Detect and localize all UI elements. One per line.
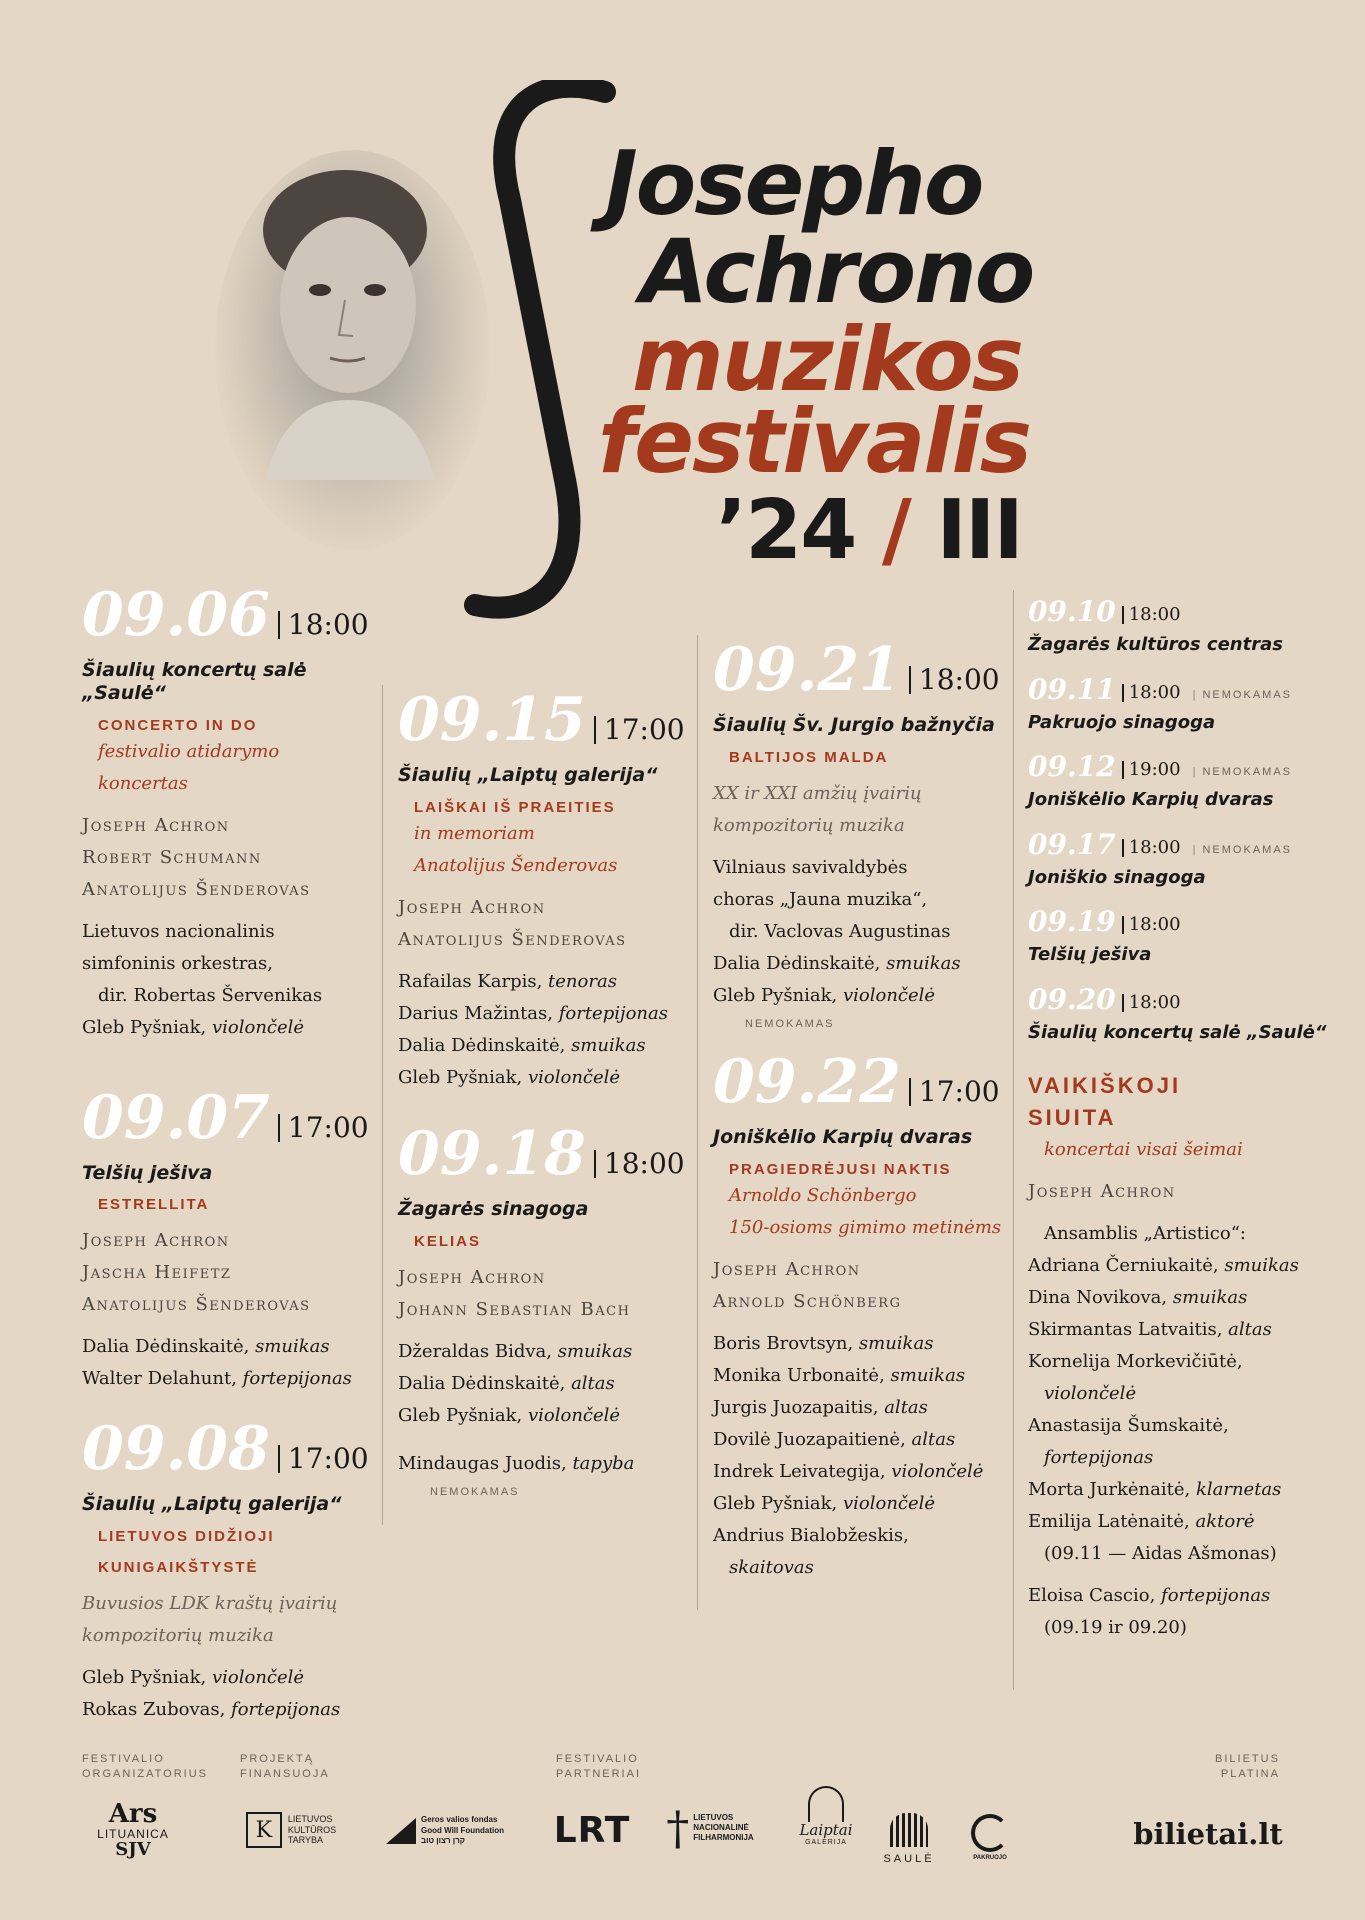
event-list-item — [1028, 827, 1338, 889]
event-program: KELIAS — [414, 1232, 482, 1250]
performer: Boris Brovtsyn, smuikas — [713, 1332, 934, 1354]
performer-note: (09.19 ir 09.20) — [1044, 1616, 1187, 1638]
event-date: 09.19 — [1028, 905, 1116, 939]
event-time: 18:00 — [278, 611, 369, 639]
performer: Lietuvos nacionalinis — [82, 920, 275, 942]
performer: Eloisa Cascio, fortepijonas — [1028, 1584, 1271, 1606]
performer: Emilija Latėnaitė, aktorė — [1028, 1510, 1255, 1532]
composer: Joseph Achron — [82, 1230, 230, 1252]
pakruojo-icon — [971, 1814, 1009, 1852]
title-line-2: Achrono — [640, 220, 1034, 323]
performer: Rafailas Karpis, tenoras — [398, 970, 617, 992]
performer: Dalia Dėdinskaitė, smuikas — [713, 952, 961, 974]
free-entry-label: | NEMOKAMAS — [1193, 689, 1292, 701]
performer: Dina Novikova, smuikas — [1028, 1286, 1248, 1308]
composer: Joseph Achron — [398, 896, 546, 918]
event-date: 09.07 — [82, 1082, 270, 1153]
event-venue: Šiaulių „Laiptų galerija“ — [82, 1493, 342, 1516]
organizer-tag: FESTIVALIO ORGANIZATORIUS — [82, 1753, 208, 1780]
performer: Gleb Pyšniak, violončelė — [82, 1667, 305, 1689]
event-list-item — [1028, 750, 1338, 811]
event-date: 09.10 — [1028, 595, 1116, 628]
performer: Indrek Leivategija, violončelė — [713, 1460, 984, 1482]
laiptai-gallery-logo: Laiptai GALERIJA — [796, 1770, 856, 1862]
column-1 — [82, 580, 372, 1726]
section-title: SIUITA — [1028, 1104, 1117, 1130]
section-title: VAIKIŠKOJI — [1028, 1072, 1182, 1098]
performer: simfoninis orkestras, — [82, 952, 273, 974]
composer: Johann Sebastian Bach — [398, 1298, 631, 1320]
composer: Joseph Achron — [398, 1266, 546, 1288]
event-program: LAIŠKAI IŠ PRAEITIES — [414, 798, 616, 816]
event-date: 09.22 — [713, 1046, 901, 1117]
performer: Rokas Zubovas, fortepijonas — [82, 1699, 341, 1721]
event-subtitle: 150-osioms gimimo metinėms — [729, 1216, 1002, 1238]
event-description: kompozitorių muzika — [713, 814, 905, 836]
performer: skaitovas — [729, 1556, 814, 1578]
event-venue: Joniškio sinagoga — [1028, 866, 1206, 888]
event-program: CONCERTO IN DO — [98, 716, 258, 734]
event-subtitle: Anatolijus Šenderovas — [414, 854, 618, 876]
lrt-logo: LRT — [553, 1809, 631, 1851]
column-4 — [1028, 595, 1338, 1644]
performer: Gleb Pyšniak, violončelė — [82, 1016, 305, 1038]
event-date: 09.11 — [1028, 672, 1116, 706]
title-line-4: festivalis — [598, 390, 1031, 493]
performer: choras „Jauna muzika“, — [713, 888, 928, 910]
free-entry-label: | NEMOKAMAS — [1193, 766, 1292, 778]
event-time: 17:00 — [909, 1078, 1000, 1106]
saule-icon — [890, 1813, 928, 1847]
partners-tag: FESTIVALIO PARTNERIAI — [556, 1753, 641, 1780]
event-time: 19:00 — [1122, 761, 1181, 779]
performer: Dalia Dėdinskaitė, smuikas — [398, 1034, 646, 1056]
composer: Joseph Achron — [82, 814, 230, 836]
free-entry-label: | NEMOKAMAS — [1193, 844, 1292, 856]
philharmonic-icon: † — [666, 1801, 690, 1855]
event-time: 18:00 — [1122, 839, 1181, 857]
event-time: 17:00 — [278, 1445, 369, 1473]
performer-note: (09.11 — Aidas Ašmonas) — [1044, 1542, 1277, 1564]
event-time: 17:00 — [594, 716, 685, 744]
performer: Vilniaus savivaldybės — [713, 856, 908, 878]
composer: Arnold Schönberg — [713, 1290, 902, 1312]
performer: Morta Jurkėnaitė, klarnetas — [1028, 1478, 1282, 1500]
free-entry-label: NEMOKAMAS — [430, 1485, 520, 1498]
event-venue: Telšių ješiva — [82, 1161, 213, 1184]
performer: Jurgis Juozapaitis, altas — [713, 1396, 928, 1418]
event-time: 17:00 — [278, 1114, 369, 1142]
column-2 — [398, 685, 688, 1498]
event-list-item — [1028, 905, 1338, 966]
performer: dir. Vaclovas Augustinas — [729, 920, 951, 942]
event-venue: Šiaulių Šv. Jurgio bažnyčia — [713, 714, 995, 736]
performer: Dovilė Juozapaitienė, altas — [713, 1428, 956, 1450]
edition-year: ’24 — [716, 483, 856, 578]
event-subtitle: festivalio atidarymo koncertas — [98, 740, 280, 794]
event-time: 18:00 — [594, 1150, 685, 1178]
ticket-seller-tag: BILIETUS PLATINA — [1215, 1753, 1280, 1780]
performer: Monika Urbonaitė, smuikas — [713, 1364, 966, 1386]
performer: Andrius Bialobžeskis, — [713, 1524, 909, 1546]
event-time: 18:00 — [1122, 606, 1181, 624]
composer: Jascha Heifetz — [82, 1262, 232, 1284]
event-program: BALTIJOS MALDA — [729, 748, 889, 766]
performer: Gleb Pyšniak, violončelė — [398, 1404, 621, 1426]
performer: Gleb Pyšniak, violončelė — [713, 1492, 936, 1514]
event-subtitle: Arnoldo Schönbergo — [729, 1184, 917, 1206]
column-divider — [697, 635, 698, 1610]
event-date: 09.12 — [1028, 750, 1116, 784]
event-venue: Joniškėlio Karpių dvaras — [1028, 789, 1274, 811]
column-divider — [382, 685, 383, 1525]
event-time: 18:00 — [1122, 916, 1181, 934]
performer: Dalia Dėdinskaitė, smuikas — [82, 1336, 330, 1358]
event-program: ESTRELLITA — [98, 1196, 210, 1214]
composer: Anatolijus Šenderovas — [82, 1294, 311, 1316]
performer: Walter Delahunt, fortepijonas — [82, 1368, 352, 1390]
bilietai-lt-logo[interactable]: bilietai.lt — [1133, 1817, 1283, 1851]
composer: Robert Schumann — [82, 846, 262, 868]
column-divider — [1013, 590, 1014, 1690]
performer: Ansamblis „Artistico“: — [1044, 1222, 1246, 1244]
arch-icon — [808, 1786, 844, 1822]
composer: Joseph Achron — [713, 1258, 861, 1280]
event-venue: Joniškėlio Karpių dvaras — [713, 1125, 973, 1148]
event-date: 09.17 — [1028, 827, 1116, 861]
lithuanian-culture-council-logo: K LIETUVOS KULTŪROS TARYBA — [236, 1808, 346, 1852]
performer: fortepijonas — [1044, 1446, 1154, 1468]
performer: Mindaugas Juodis, tapyba — [398, 1452, 635, 1474]
event-date: 09.21 — [713, 635, 901, 705]
performer: Darius Mažintas, fortepijonas — [398, 1002, 668, 1024]
event-time: 18:00 — [1122, 684, 1181, 702]
event-time: 18:00 — [1122, 994, 1181, 1012]
composer: Anatolijus Šenderovas — [82, 878, 311, 900]
event-venue: Telšių ješiva — [1028, 944, 1152, 966]
event-venue: Šiaulių „Laiptų galerija“ — [398, 764, 658, 786]
composer-portrait — [215, 150, 490, 550]
performer: Dalia Dėdinskaitė, altas — [398, 1372, 615, 1394]
event-program: PRAGIEDRĖJUSI NAKTIS — [729, 1160, 952, 1178]
event-description: Buvusios LDK kraštų įvairių — [82, 1593, 338, 1615]
ars-lituanica-logo: Ars LITUANICA SJV — [97, 1799, 169, 1860]
good-will-icon — [386, 1818, 416, 1844]
event-list-item — [1028, 672, 1338, 734]
performer: Anastasija Šumskaitė, — [1028, 1414, 1229, 1436]
title-line-3: muzikos — [632, 308, 1022, 411]
performer: Adriana Černiukaitė, smuikas — [1028, 1254, 1299, 1276]
event-date: 09.18 — [398, 1118, 586, 1189]
performer: Kornelija Morkevičiūtė, — [1028, 1350, 1243, 1372]
event-subtitle: in memoriam — [414, 822, 535, 844]
performer: Gleb Pyšniak, violončelė — [398, 1066, 621, 1088]
edition-label — [716, 483, 1022, 578]
event-date: 09.15 — [398, 685, 586, 755]
title-line-1: Josepho — [605, 132, 983, 235]
event-venue: Žagarės kultūros centras — [1028, 634, 1283, 655]
event-date: 09.06 — [82, 580, 270, 650]
event-venue: Šiaulių koncertų salė „Saulė“ — [1028, 1021, 1327, 1043]
event-description: XX ir XXI amžių įvairių — [713, 782, 922, 804]
performer: Džeraldas Bidva, smuikas — [398, 1340, 633, 1362]
performer: Skirmantas Latvaitis, altas — [1028, 1318, 1272, 1340]
event-description: kompozitorių muzika — [82, 1625, 274, 1647]
event-venue: Žagarės sinagoga — [398, 1197, 589, 1220]
good-will-foundation-logo: Geros valios fondas Good Will Foundation קרן רצון טוב — [380, 1812, 510, 1850]
edition-slash: / — [881, 483, 910, 578]
event-venue: Pakruojo sinagoga — [1028, 711, 1216, 733]
pakruojo-logo: PAKRUOJO — [965, 1808, 1015, 1866]
event-list-item — [1028, 595, 1338, 656]
performer: dir. Robertas Šervenikas — [98, 984, 323, 1006]
event-program: LIETUVOS DIDŽIOJI — [98, 1528, 275, 1546]
edition-number: III — [936, 483, 1022, 578]
event-venue: Šiaulių koncertų salė „Saulė“ — [82, 659, 307, 704]
section-subtitle: koncertai visai šeimai — [1044, 1138, 1243, 1160]
funder-tag: PROJEKTĄ FINANSUOJA — [240, 1753, 330, 1780]
event-date: 09.08 — [82, 1414, 270, 1485]
event-program: KUNIGAIKŠTYSTĖ — [98, 1559, 259, 1577]
column-3 — [713, 635, 1013, 1584]
lithuanian-philharmonic-logo: † LIETUVOS NACIONALINĖ FILHARMONIJA — [666, 1801, 754, 1855]
event-list-item — [1028, 982, 1338, 1044]
composer: Joseph Achron — [1028, 1180, 1176, 1202]
free-entry-label: NEMOKAMAS — [745, 1017, 835, 1030]
composer: Anatolijus Šenderovas — [398, 928, 627, 950]
event-date: 09.20 — [1028, 982, 1116, 1016]
event-time: 18:00 — [909, 666, 1000, 694]
saule-hall-logo: SAULĖ — [870, 1808, 948, 1870]
portrait-sketch — [215, 150, 490, 550]
performer: Gleb Pyšniak, violončelė — [713, 984, 936, 1006]
performer: violončelė — [1044, 1382, 1137, 1404]
